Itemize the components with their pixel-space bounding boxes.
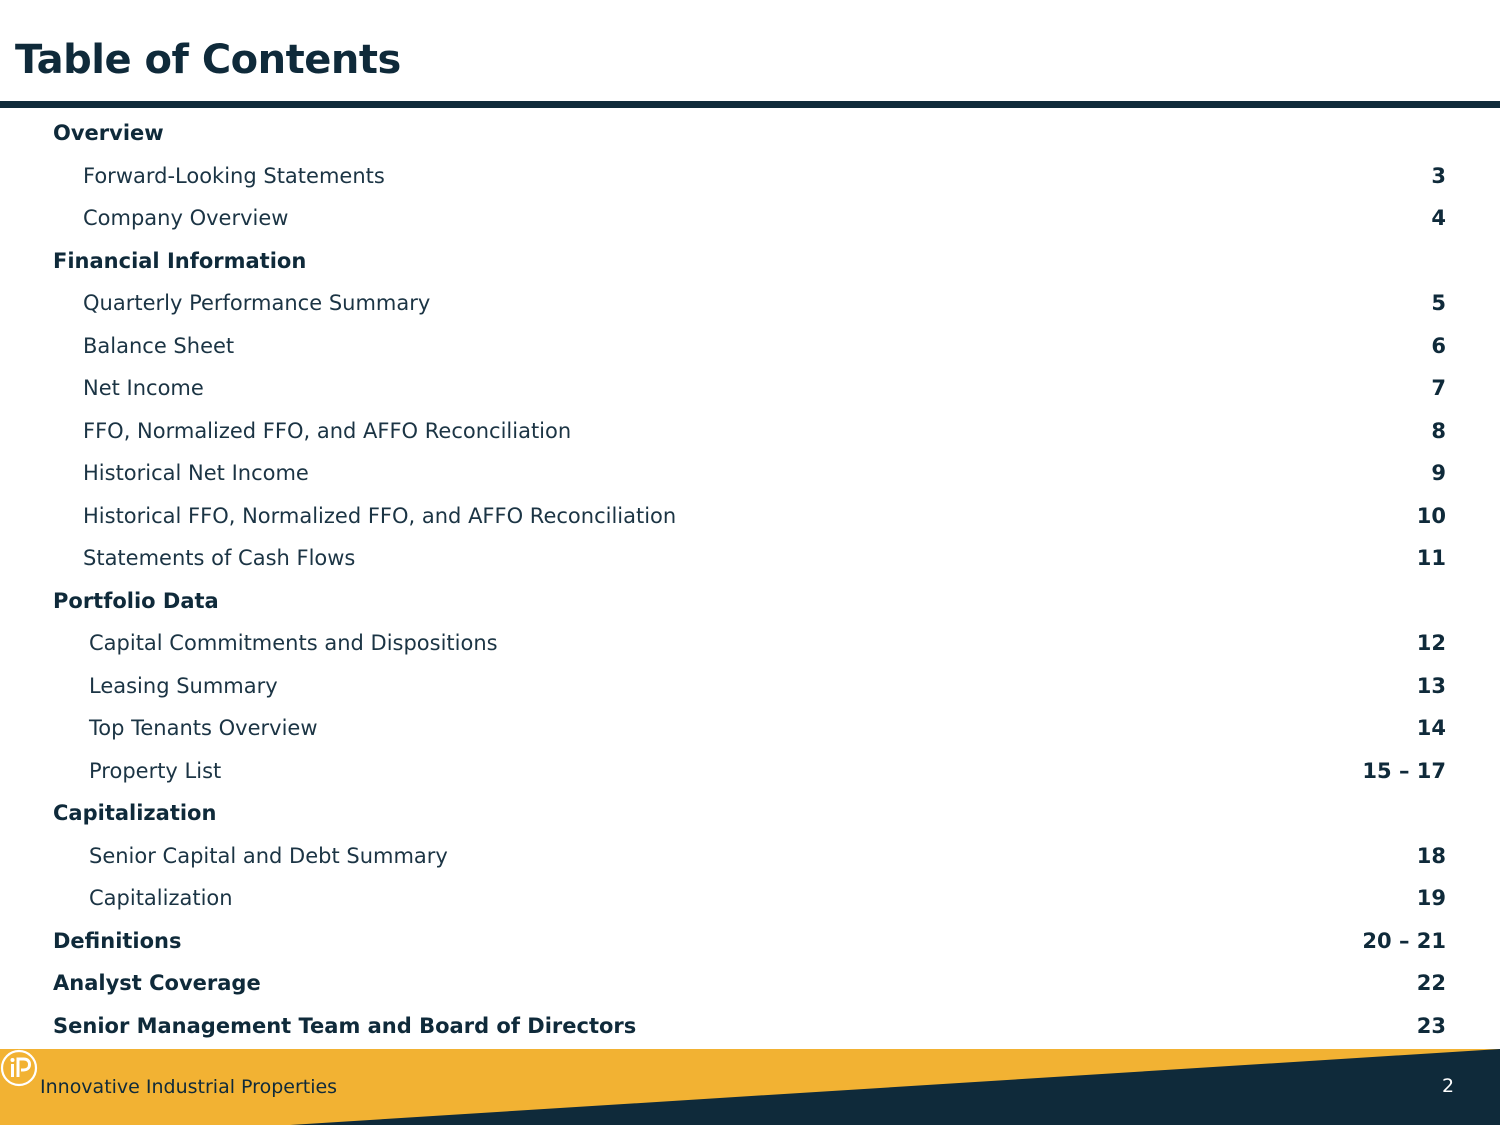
toc-page-number: 20 – 21: [1362, 928, 1446, 953]
toc-page-number: 11: [1416, 546, 1446, 570]
toc-entry-label: Net Income: [83, 376, 204, 400]
toc-section-label: Capitalization: [53, 801, 217, 825]
toc-page-number: 5: [1431, 291, 1446, 315]
toc-entry-label: Historical FFO, Normalized FFO, and AFFO Reconciliation: [83, 503, 677, 528]
toc-page-number: 8: [1431, 418, 1446, 443]
toc-section-label: Financial Information: [53, 248, 307, 273]
toc-page-number: 7: [1431, 376, 1446, 400]
page-number: 2: [1441, 1075, 1455, 1097]
toc-page-number: 15 – 17: [1362, 758, 1446, 783]
toc-entry-row[interactable]: [0, 836, 1500, 876]
toc-entry-row[interactable]: [0, 156, 1500, 196]
toc-page-number: 3: [1431, 163, 1446, 188]
toc-page-number: 19: [1416, 886, 1446, 910]
title-divider: [0, 101, 1500, 108]
toc-entry-row[interactable]: [0, 411, 1500, 451]
toc-page-number: 22: [1416, 971, 1446, 995]
toc-section-row[interactable]: [0, 793, 1500, 833]
toc-entry-label: Senior Capital and Debt Summary: [89, 843, 448, 868]
toc-entry-row[interactable]: [0, 538, 1500, 578]
toc-entry-label: Capital Commitments and Dispositions: [89, 631, 498, 655]
toc-section-label: Portfolio Data: [53, 588, 219, 613]
toc-page-number: 14: [1416, 716, 1446, 740]
toc-entry-row[interactable]: [0, 326, 1500, 366]
toc-section-label: Overview: [53, 121, 164, 145]
toc-entry-label: Leasing Summary: [89, 673, 278, 698]
toc-section-label: Definitions: [53, 928, 182, 953]
toc-section-row[interactable]: [0, 963, 1500, 1003]
toc-entry-label: Balance Sheet: [83, 333, 235, 358]
toc-entry-label: Capitalization: [89, 886, 233, 910]
toc-page-number: 6: [1431, 333, 1446, 358]
toc-page-number: 13: [1416, 673, 1446, 698]
toc-entry-row[interactable]: [0, 878, 1500, 918]
toc-entry-label: Company Overview: [83, 206, 289, 230]
toc-entry-row[interactable]: [0, 198, 1500, 238]
toc-entry-row[interactable]: [0, 283, 1500, 323]
toc-entry-label: Top Tenants Overview: [89, 716, 318, 740]
toc-page-number: 9: [1431, 461, 1446, 485]
toc-page-number: 4: [1431, 206, 1446, 230]
footer-company-name: Innovative Industrial Properties: [40, 1076, 338, 1098]
toc-entry-label: Property List: [89, 758, 222, 783]
toc-entry-row[interactable]: [0, 368, 1500, 408]
toc-entry-label: Forward-Looking Statements: [83, 163, 385, 188]
toc-section-row[interactable]: [0, 113, 1500, 153]
toc-section-row[interactable]: [0, 1006, 1500, 1046]
toc-entry-label: Quarterly Performance Summary: [83, 291, 431, 315]
page-title: Table of Contents: [15, 37, 401, 83]
toc-section-row[interactable]: [0, 581, 1500, 621]
iip-logo-icon: [0, 1049, 38, 1087]
toc-entry-label: FFO, Normalized FFO, and AFFO Reconciliation: [83, 418, 572, 443]
toc-entry-label: Statements of Cash Flows: [83, 546, 356, 570]
toc-entry-row[interactable]: [0, 623, 1500, 663]
toc-entry-row[interactable]: [0, 708, 1500, 748]
toc-section-row[interactable]: [0, 921, 1500, 961]
toc-entry-row[interactable]: [0, 453, 1500, 493]
toc-entry-row[interactable]: [0, 496, 1500, 536]
toc-entry-label: Historical Net Income: [83, 461, 309, 485]
footer: [0, 1049, 1500, 1125]
toc-entry-row[interactable]: [0, 751, 1500, 791]
toc-page-number: 10: [1416, 503, 1446, 528]
toc-section-label: Senior Management Team and Board of Directors: [53, 1013, 637, 1038]
toc-page-number: 12: [1416, 631, 1446, 655]
toc-entry-row[interactable]: [0, 666, 1500, 706]
toc-page-number: 18: [1416, 843, 1446, 868]
toc-page-number: 23: [1416, 1013, 1446, 1038]
toc-section-label: Analyst Coverage: [53, 971, 261, 995]
toc-section-row[interactable]: [0, 241, 1500, 281]
